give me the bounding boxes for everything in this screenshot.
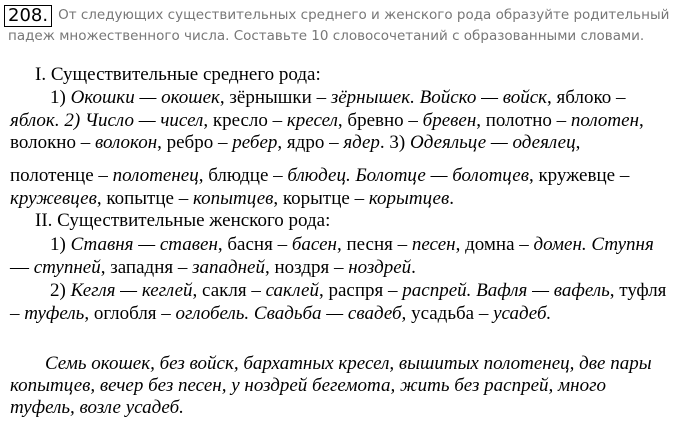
italic-answer-word: зёрнышек. Войско — войск xyxy=(330,87,548,108)
italic-answer-word: бревен xyxy=(422,110,477,131)
italic-answer-word: туфель xyxy=(24,303,85,324)
italic-answer-word: полотен xyxy=(570,110,640,131)
italic-answer-word: усадеб. xyxy=(493,303,552,324)
italic-answer-word: Окошки — окошек xyxy=(70,87,220,108)
italic-answer-word: копытцев xyxy=(192,188,274,209)
plain-word: . xyxy=(449,188,454,209)
task-text-1: От следующих существительных среднего и женского рода образуйте родительный xyxy=(58,7,670,23)
plain-word: , корытце – xyxy=(273,188,369,209)
neuter-line xyxy=(50,87,625,109)
plain-word: . 3) xyxy=(379,132,410,153)
plain-word: , полотно – xyxy=(476,110,571,131)
summary-line-1: Семь окошек, без войск, бархатных кресел, вышитых полотенец, две пары xyxy=(45,353,652,374)
plain-word: , оглобля – xyxy=(84,303,176,324)
italic-answer-word: саклей xyxy=(265,280,319,301)
italic-answer-word: яблок. 2) xyxy=(10,110,85,131)
italic-answer-word: корытцев xyxy=(368,188,450,209)
plain-word: , распря – xyxy=(319,280,403,301)
plain-word: , xyxy=(639,110,644,131)
plain-word: , туфля xyxy=(609,280,667,301)
task-statement xyxy=(4,6,694,46)
plain-word: , ядро – xyxy=(277,132,344,153)
plain-word: 2) xyxy=(50,280,71,301)
plain-word: волокно – xyxy=(10,132,95,153)
neuter-heading: I. Существительные среднего рода: xyxy=(35,64,321,85)
summary-line-3: туфель, возле усадеб. xyxy=(10,397,184,418)
plain-word: , яблоко – xyxy=(547,87,626,108)
italic-answer-word: Ставня — ставен xyxy=(70,234,218,255)
italic-answer-word: Одеяльце — одеялец xyxy=(410,132,576,153)
plain-word: , басня – xyxy=(217,234,292,255)
plain-word: 1) xyxy=(50,87,71,108)
exercise-number: 208. xyxy=(4,5,52,27)
italic-answer-word: полотенец xyxy=(112,165,199,186)
feminine-line xyxy=(10,257,416,279)
plain-word: полотенце – xyxy=(10,165,113,186)
plain-word: , домна – xyxy=(455,234,534,255)
summary-line-2: копытцев, вечер без песен, у ноздрей бегемота, жить без распрей, много xyxy=(10,375,606,396)
plain-word: , ноздря – xyxy=(265,257,349,278)
neuter-line xyxy=(10,165,629,187)
plain-word: , западня – xyxy=(100,257,193,278)
italic-answer-word: ребер xyxy=(232,132,278,153)
feminine-heading: II. Существительные женского рода: xyxy=(35,210,331,231)
task-line-1 xyxy=(4,6,694,27)
plain-word: 1) xyxy=(50,234,71,255)
plain-word: , бревно – xyxy=(337,110,423,131)
plain-word: , сакля – xyxy=(192,280,266,301)
task-text-2: падеж множественного числа. Составьте 10 словосочетаний с образованными словами. xyxy=(8,28,645,44)
italic-answer-word: ноздрей xyxy=(348,257,412,278)
plain-word: , песня – xyxy=(336,234,412,255)
plain-word: . xyxy=(411,257,416,278)
italic-answer-word: блюдец. Болотце — болотцев xyxy=(287,165,529,186)
italic-answer-word: басен xyxy=(291,234,337,255)
italic-answer-word: песен xyxy=(411,234,456,255)
plain-word: — xyxy=(10,257,34,278)
italic-answer-word: западней xyxy=(192,257,265,278)
italic-answer-word: ступней xyxy=(33,257,101,278)
plain-word: – xyxy=(10,303,25,324)
feminine-line xyxy=(10,303,551,325)
plain-word: , кресло – xyxy=(203,110,287,131)
italic-answer-word: кружевцев xyxy=(10,188,97,209)
italic-answer-word: Число — чисел xyxy=(84,110,204,131)
summary-sentences xyxy=(10,353,695,419)
plain-word: , кружевце – xyxy=(528,165,630,186)
plain-word: , xyxy=(575,132,581,153)
italic-answer-word: оглобель. Свадьба — свадеб, xyxy=(175,303,407,324)
plain-word: , блюдце – xyxy=(198,165,288,186)
plain-word: , ребро – xyxy=(157,132,233,153)
feminine-line xyxy=(50,280,666,302)
italic-answer-word: домен. Ступня xyxy=(533,234,654,255)
neuter-line xyxy=(10,110,644,132)
italic-answer-word: волокон xyxy=(94,132,158,153)
italic-answer-word: кресел xyxy=(286,110,338,131)
plain-word: усадьба – xyxy=(406,303,494,324)
italic-answer-word: распрей. Вафля — вафель xyxy=(402,280,610,301)
italic-answer-word: Кегля — кеглей xyxy=(70,280,193,301)
italic-answer-word: ядер xyxy=(343,132,380,153)
feminine-line xyxy=(50,234,654,256)
plain-word: , копытце – xyxy=(96,188,193,209)
neuter-line xyxy=(10,188,454,210)
neuter-line xyxy=(10,132,580,154)
plain-word: , зёрнышки – xyxy=(219,87,331,108)
